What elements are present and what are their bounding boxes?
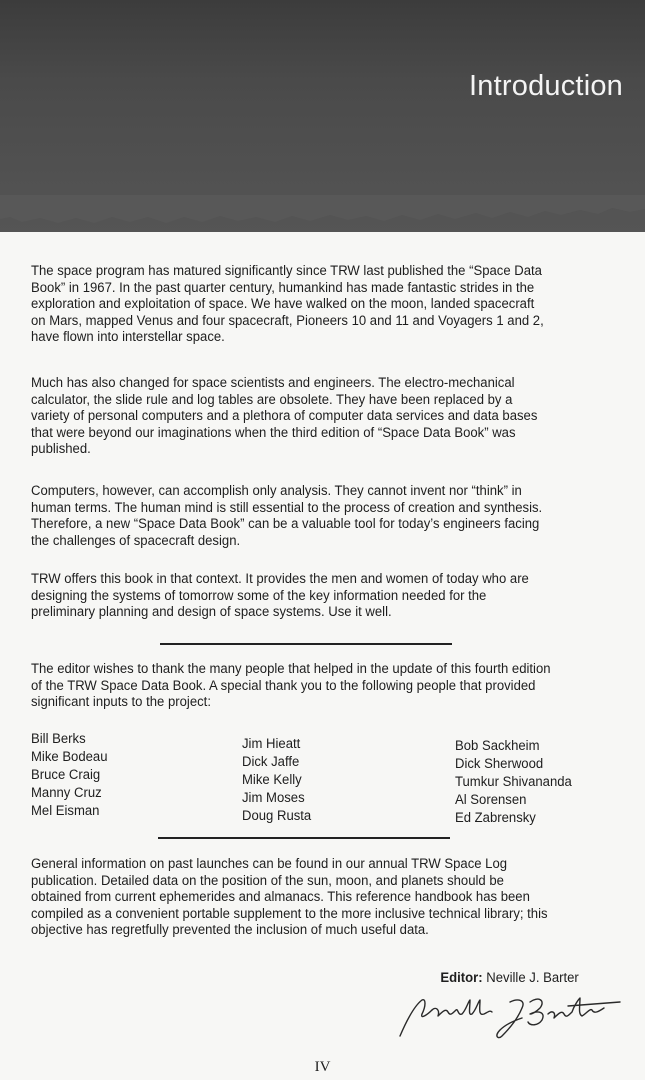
- divider-line: [160, 643, 452, 645]
- contributor-name: Jim Hieatt: [242, 735, 301, 751]
- contributor-name: Doug Rusta: [242, 807, 312, 823]
- paragraph-1: [31, 262, 552, 345]
- contributor-name: Mike Kelly: [242, 771, 302, 787]
- paragraph-1-text: The space program has matured significantly since TRW last published the “Space Data Book” in 1967. In the past quarter century, humankind has made fantastic strides in the exploration and exploitation of space. We have walked on the moon, landed spacecraft on Mars, mapped Venus and four spacecraft, Pioneers 10 and 11 and Voyagers 1 and 2, have flown into interstellar space.: [31, 262, 544, 345]
- contributor-name: Tumkur Shivananda: [455, 773, 572, 789]
- contributor-name: Ed Zabrensky: [455, 809, 536, 825]
- names-column-2: [242, 734, 311, 824]
- paragraph-general-info-text: General information on past launches can be found in our annual TRW Space Log publication. Detailed data on the position of the sun, moon, and planets should be obtained from current ephemerides and almanacs. This reference handbook has been compiled as a convenient portable supplement to the more inclusive technical library; this objective has regretfully prevented the inclusion of much useful data.: [31, 855, 548, 938]
- divider-line: [158, 837, 450, 839]
- editor-name: Neville J. Barter: [486, 969, 579, 985]
- contributor-name: Al Sorensen: [455, 791, 527, 807]
- contributor-name: Dick Jaffe: [242, 753, 300, 769]
- contributor-name: Manny Cruz: [31, 784, 102, 800]
- names-column-1: [31, 729, 108, 819]
- editor-label: Editor:: [440, 969, 483, 985]
- torn-edge: [0, 195, 645, 235]
- paragraph-4-text: TRW offers this book in that context. It provides the men and women of today who are designing the systems of tomorrow some of the key information needed for the preliminary planning and design of space systems. Use it well.: [31, 570, 529, 620]
- contributor-name: Bruce Craig: [31, 766, 101, 782]
- contributor-name: Mel Eisman: [31, 802, 100, 818]
- contributor-name: Dick Sherwood: [455, 755, 544, 771]
- contributor-name: Jim Moses: [242, 789, 305, 805]
- paragraph-2-text: Much has also changed for space scientists and engineers. The electro-mechanical calculator, the slide rule and log tables are obsolete. They have been replaced by a variety of personal computers and a plethora of computer data services and data bases that were beyond our imaginations when the third edition of “Space Data Book” was published.: [31, 374, 538, 457]
- contributor-name: Mike Bodeau: [31, 748, 108, 764]
- paragraph-3: [31, 482, 552, 548]
- acknowledgement-intro: [31, 660, 552, 710]
- editor-credit: [441, 969, 579, 985]
- signature-image: [392, 992, 627, 1042]
- page-number: IV: [314, 1059, 331, 1075]
- paragraph-2: [31, 374, 552, 457]
- page-title: Introduction: [469, 70, 623, 102]
- contributor-name: Bill Berks: [31, 730, 86, 746]
- names-column-3: [455, 736, 572, 826]
- contributor-name: Bob Sackheim: [455, 737, 540, 753]
- paragraph-3-text: Computers, however, can accomplish only analysis. They cannot invent nor “think” in human terms. The human mind is still essential to the process of creation and synthesis. Therefore, a new “Space Data Book” can be a valuable tool for today’s engineers facing the challenges of spacecraft design.: [31, 482, 543, 548]
- paragraph-general-info: [31, 855, 552, 938]
- paragraph-4: [31, 570, 552, 620]
- acknowledgement-intro-text: The editor wishes to thank the many people that helped in the update of this fourth edition of the TRW Space Data Book. A special thank you to the following people that provided significant inputs to the project:: [31, 660, 551, 710]
